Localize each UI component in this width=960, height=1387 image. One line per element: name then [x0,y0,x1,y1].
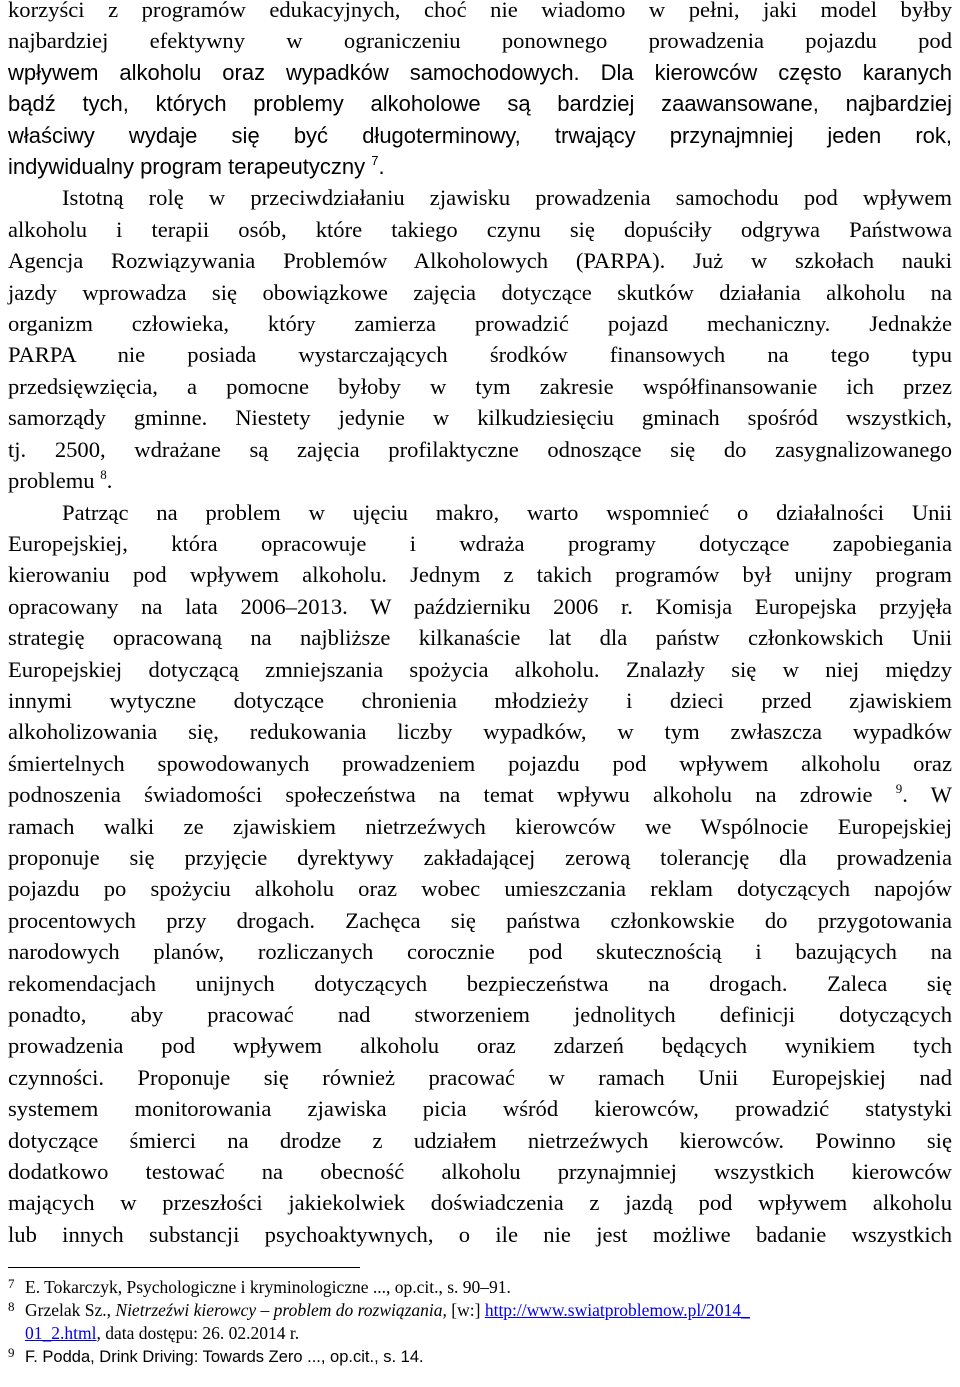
text-line: dotyczące śmierci na drodze z udziałem nietrzeźwych kierowców. Powinno się [8,1127,952,1153]
text-line: systemem monitorowania zjawiska picia wśród kierowców, prowadzić statystyki [8,1096,952,1122]
text-line: pojazdu po spożyciu alkoholu oraz wobec umieszczania reklam dotyczących napojów [8,876,952,902]
footnote-text: E. Tokarczyk, Psychologiczne i kryminologiczne ..., op.cit., s. 90–91. [25,1277,511,1297]
document-page [8,0,952,1250]
footnote-text: F. Podda, Drink Driving: Towards Zero ..., op.cit., s. 14. [25,1348,424,1366]
text-line: dodatkowo testować na obecność alkoholu przynajmniej wszystkich kierowców [8,1159,952,1185]
text-line: prowadzenia pod wpływem alkoholu oraz zdarzeń będących wynikiem tych [8,1033,952,1059]
text-line: strategię opracowaną na najbliższe kilkanaście lat dla państw członkowskich Unii [8,625,952,651]
text-line: czynności. Proponuje się również pracować w ramach Unii Europejskiej nad [8,1064,952,1090]
footnote-number: 8 [8,1299,15,1314]
footnote-ref[interactable]: 7 [371,153,379,169]
text-line: problemu $^8$. [8,467,113,494]
footnote-author: Grzelak Sz., [25,1300,116,1320]
text-line: opracowany na lata 2006–2013. W październiku 2006 r. Komisja Europejska przyjęła [8,593,952,619]
footnote-ref[interactable]: 8 [100,467,107,483]
footnote-number: 7 [8,1276,15,1291]
footnote-8 [8,1299,952,1345]
paragraph-1 [8,0,952,182]
text-line: alkoholizowania się, redukowania liczby wypadków, w tym zwłaszcza wypadków [8,719,952,745]
text-line: Europejskiej dotyczącą zmniejszania spożycia alkoholu. Znalazły się w niej między [8,656,952,682]
text-line: indywidualny program terapeutyczny $^7$. [8,153,385,180]
text-line: tj. 2500, wdrażane są zajęcia profilaktyczne odnoszące się do zasygnalizowanego [8,436,952,462]
footnote-separator [8,1267,360,1268]
text-line: lub innych substancji psychoaktywnych, o ile nie jest możliwe badanie wszystkich [8,1221,952,1247]
footnote-9 [8,1345,952,1369]
footnote-link[interactable]: http://www.swiatproblemow.pl/2014_ [484,1300,750,1320]
footnote-title: Nietrzeźwi kierowcy – problem do rozwiązania, [115,1300,447,1320]
text-line: rekomendacjach unijnych dotyczących bezpieczeństwa na drogach. Zaleca się [8,970,952,996]
text-line: ramach walki ze zjawiskiem nietrzeźwych kierowców we Wspólnocie Europejskiej [8,813,952,839]
footnote-ref[interactable]: 9 [895,781,903,797]
text-line: przedsięwzięcia, a pomocne byłoby w tym zakresie współfinansowanie ich przez [8,373,952,399]
text-line: Istotną rolę w przeciwdziałaniu zjawisku prowadzenia samochodu pod wpływem [62,185,952,211]
text-line: śmiertelnych spowodowanych prowadzeniem pojazdu pod wpływem alkoholu oraz [8,750,952,776]
text-line: innymi wytyczne dotyczące chronienia młodzieży i dzieci przed zjawiskiem [8,687,952,713]
text-line: wpływem alkoholu oraz wypadków samochodowych. Dla kierowców często karanych [8,59,952,85]
paragraph-2 [8,182,952,496]
text-line: korzyści z programów edukacyjnych, choć nie wiadomo w pełni, jaki model byłby [8,0,952,22]
text-line: podnoszenia świadomości społeczeństwa na temat wpływu alkoholu na zdrowie $^9$. W [8,781,953,808]
text-line: proponuje się przyjęcie dyrektywy zakładającej zerową tolerancję dla prowadzenia [8,844,952,870]
text-line: kierowaniu pod wpływem alkoholu. Jednym z takich programów był unijny program [8,562,952,588]
text-line: jazdy wprowadza się obowiązkowe zajęcia dotyczące skutków działania alkoholu na [8,279,952,305]
text-line: procentowych przy drogach. Zachęca się państwa członkowskie do przygotowania [8,907,952,933]
text-line: Agencja Rozwiązywania Problemów Alkoholowych (PARPA). Już w szkołach nauki [8,248,952,274]
footnotes [8,1276,952,1369]
text-line: najbardziej efektywny w ograniczeniu ponownego prowadzenia pojazdu pod [8,28,952,54]
footnote-link-continued[interactable]: 01_2.html [25,1323,97,1343]
text-line: alkoholu i terapii osób, które takiego czynu się dopuściły odgrywa Państwowa [8,216,952,242]
text-line: organizm człowieka, który zamierza prowadzić pojazd mechaniczny. Jednakże [8,311,952,337]
paragraph-3 [8,497,952,1251]
text-line: Europejskiej, która opracowuje i wdraża programy dotyczące zapobiegania [8,530,952,556]
text-line: narodowych planów, rozliczanych corocznie pod skutecznością i bazujących na [8,939,952,965]
footnote-number: 9 [8,1345,15,1360]
text-line: mających w przeszłości jakiekolwiek doświadczenia z jazdą pod wpływem alkoholu [8,1190,952,1216]
text-line: samorządy gminne. Niestety jedynie w kilkudziesięciu gminach spośród wszystkich, [8,405,952,431]
text-line: bądź tych, których problemy alkoholowe są bardziej zaawansowane, najbardziej [8,91,952,117]
footnote-source: [w:] [446,1300,485,1320]
text-line: właściwy wydaje się być długoterminowy, trwający przynajmniej jeden rok, [8,122,952,148]
text-line: ponadto, aby pracować nad stworzeniem jednolitych definicji dotyczących [8,1002,952,1027]
text-line: PARPA nie posiada wystarczających środków finansowych na tego typu [8,342,952,368]
footnote-7 [8,1276,952,1299]
text-line: Patrząc na problem w ujęciu makro, warto wspomnieć o działalności Unii [62,499,952,525]
footnote-access-date: , data dostępu: 26. 02.2014 r. [96,1323,300,1343]
